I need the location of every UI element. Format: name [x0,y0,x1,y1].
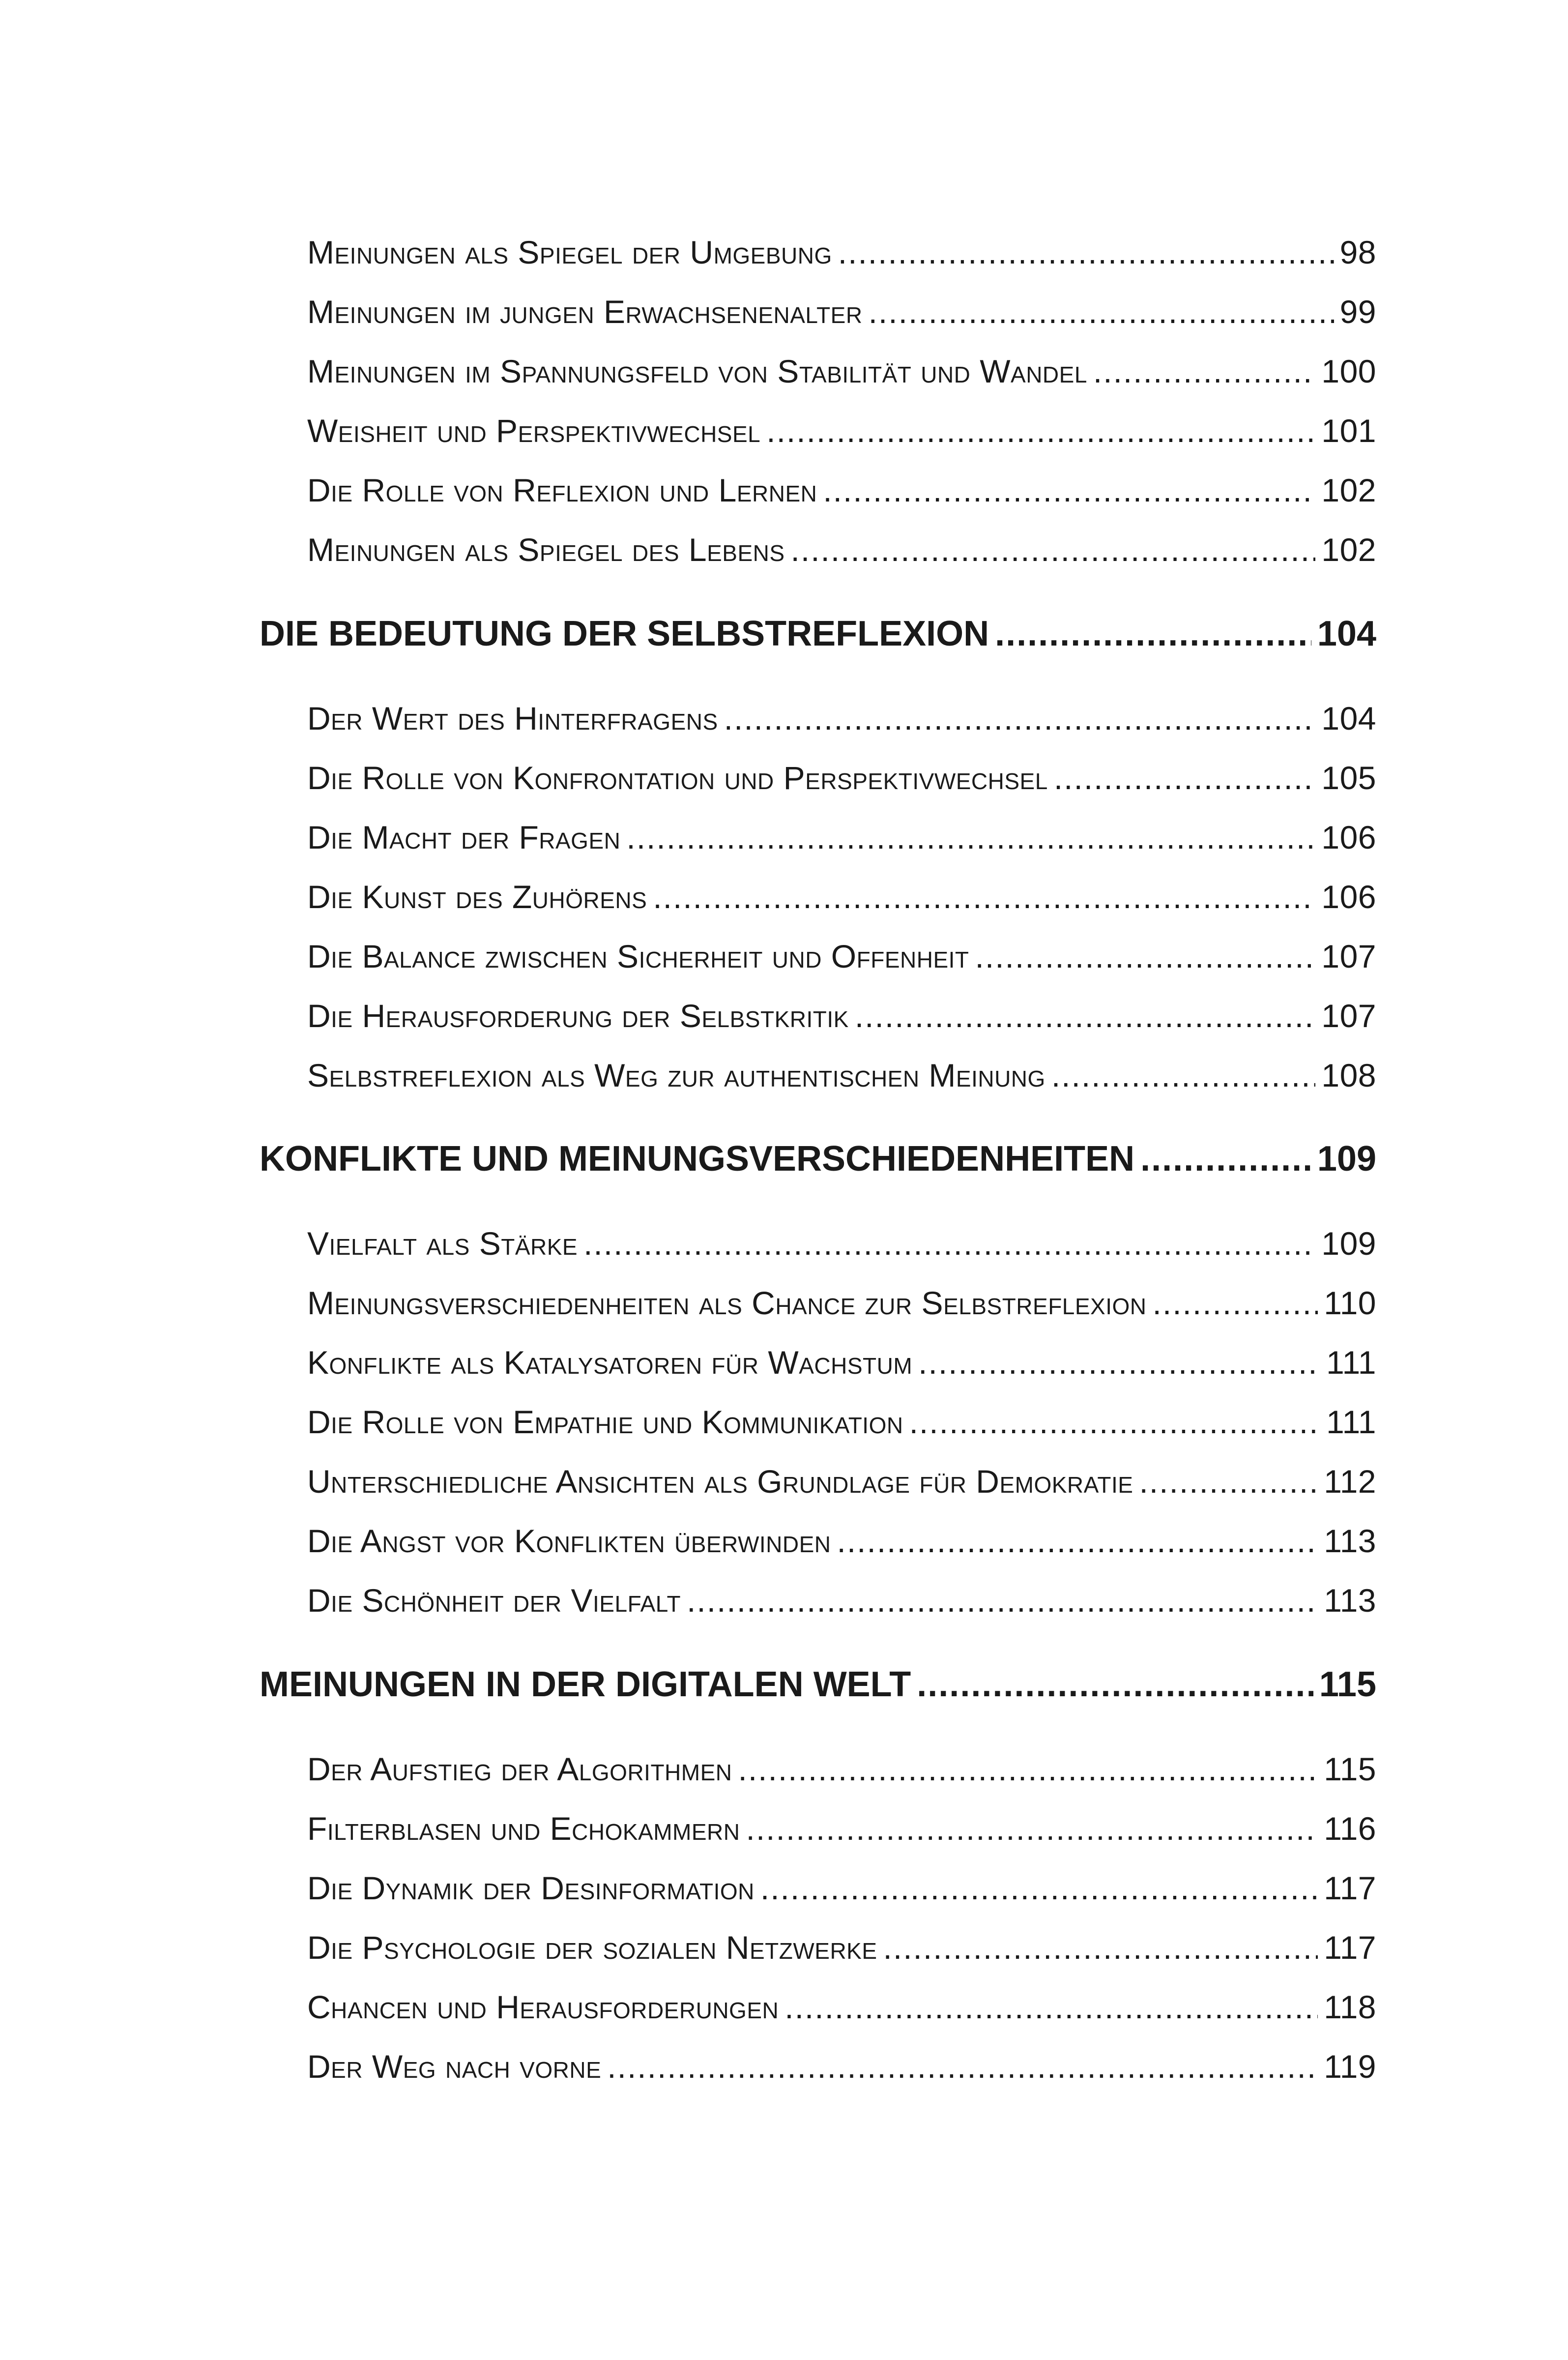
toc-entry-title: Die Balance zwischen Sicherheit und Offenheit [307,938,969,974]
toc-entry-page: 111 [1326,1404,1376,1440]
toc-entry-title: Die Schönheit der Vielfalt [307,1582,681,1619]
toc-entry-page: 117 [1324,1929,1376,1966]
toc-entry[interactable] [307,293,1376,330]
dot-leader [784,1988,1318,2026]
toc-entry-title: Unterschiedliche Ansichten als Grundlage für Demokratie [307,1463,1133,1500]
toc-entry-title: Die Rolle von Empathie und Kommunikation [307,1404,903,1440]
toc-entry[interactable] [307,1810,1376,1847]
toc-entry-page: 106 [1321,819,1376,856]
toc-entry-title: Weisheit und Perspektivwechsel [307,413,761,449]
toc-entry[interactable] [307,1403,1376,1441]
toc-chapter-title: MEINUNGEN IN DER DIGITALEN WELT [260,1665,911,1704]
dot-leader [791,531,1316,568]
dot-leader [909,1403,1321,1441]
dot-leader [626,819,1315,856]
dot-leader [1054,759,1316,796]
toc-entry[interactable] [307,1929,1376,1966]
dot-leader [1093,353,1315,390]
toc-chapter-page: 115 [1319,1665,1376,1704]
toc-entry[interactable] [307,938,1376,975]
dot-leader [607,2048,1318,2085]
toc-entry-page: 100 [1321,353,1376,389]
toc-entry[interactable] [307,531,1376,568]
toc-entry-title: Die Rolle von Reflexion und Lernen [307,472,817,508]
dot-leader [687,1582,1318,1619]
dot-leader [1140,1139,1311,1179]
toc-entry-page: 113 [1324,1523,1376,1559]
toc-entry-title: Der Wert des Hinterfragens [307,700,718,737]
toc-entry[interactable] [307,1522,1376,1560]
dot-leader [1051,1057,1316,1094]
toc-entry[interactable] [307,997,1376,1034]
toc-chapter-page: 109 [1317,1139,1376,1179]
dot-leader [975,938,1316,975]
toc-entry-page: 102 [1321,531,1376,568]
toc-entry-title: Die Dynamik der Desinformation [307,1870,755,1906]
dot-leader [760,1869,1318,1907]
toc-entry-page: 108 [1321,1057,1376,1093]
dot-leader [746,1810,1318,1847]
toc-entry-title: Der Aufstieg der Algorithmen [307,1751,732,1787]
toc-entry-page: 109 [1321,1225,1376,1262]
toc-entry[interactable] [307,1988,1376,2026]
toc-entry[interactable] [307,1869,1376,1907]
dot-leader [883,1929,1318,1966]
toc-entry-page: 116 [1324,1810,1376,1847]
dot-leader [738,1750,1318,1788]
toc-entry[interactable] [307,819,1376,856]
toc-entry-page: 106 [1321,879,1376,915]
dot-leader [855,997,1316,1034]
toc-entry-page: 104 [1321,700,1376,737]
toc-chapter-title: KONFLIKTE UND MEINUNGSVERSCHIEDENHEITEN [260,1139,1135,1179]
dot-leader [583,1225,1315,1262]
dot-leader [995,614,1311,654]
toc-entry-page: 115 [1324,1751,1376,1787]
toc-entry[interactable] [307,412,1376,449]
toc-entry-page: 117 [1324,1870,1376,1906]
toc-chapter-title: DIE BEDEUTUNG DER SELBSTREFLEXION [260,614,989,653]
dot-leader [766,412,1315,449]
toc-entry-title: Meinungsverschiedenheiten als Chance zur Selbstreflexion [307,1285,1147,1321]
toc-entry-page: 110 [1324,1285,1376,1321]
toc-entry[interactable] [307,878,1376,915]
toc-entry-page: 101 [1321,413,1376,449]
toc-chapter-entry[interactable] [260,614,1376,654]
toc-entry-page: 98 [1339,234,1376,270]
toc-entry[interactable] [307,759,1376,796]
toc-entry[interactable] [307,2048,1376,2085]
toc-entry-title: Die Kunst des Zuhörens [307,879,647,915]
toc-entry-title: Vielfalt als Stärke [307,1225,578,1262]
toc-entry-page: 118 [1324,1989,1376,2025]
toc-chapter-page: 104 [1317,614,1376,653]
dot-leader [653,878,1315,915]
toc-entry-page: 112 [1324,1463,1376,1500]
toc-entry-page: 119 [1324,2048,1376,2085]
toc-entry-title: Die Herausforderung der Selbstkritik [307,998,849,1034]
dot-leader [1153,1284,1318,1322]
toc-entry-title: Meinungen im jungen Erwachsenenalter [307,294,863,330]
toc-entry-page: 107 [1321,998,1376,1034]
toc-entry-title: Meinungen im Spannungsfeld von Stabilität und Wandel [307,353,1087,389]
dot-leader [1139,1463,1318,1500]
toc-entry[interactable] [307,1582,1376,1619]
dot-leader [724,700,1316,737]
toc-entry-title: Meinungen als Spiegel der Umgebung [307,234,832,270]
toc-entry-title: Meinungen als Spiegel des Lebens [307,531,785,568]
toc-entry-page: 111 [1326,1344,1376,1381]
toc-entry[interactable] [307,1344,1376,1381]
toc-entry[interactable] [307,1750,1376,1788]
toc-entry[interactable] [307,1057,1376,1094]
toc-entry[interactable] [307,1284,1376,1322]
toc-entry[interactable] [307,1225,1376,1262]
toc-entry-title: Konflikte als Katalysatoren für Wachstum [307,1344,913,1381]
toc-entry[interactable] [307,234,1376,271]
dot-leader [917,1664,1313,1705]
toc-entry-page: 105 [1321,760,1376,796]
toc-entry-title: Die Psychologie der sozialen Netzwerke [307,1929,877,1966]
toc-entry-page: 99 [1339,294,1376,330]
toc-entry-page: 107 [1321,938,1376,974]
toc-entry-title: Der Weg nach vorne [307,2048,602,2085]
toc-entry-page: 102 [1321,472,1376,508]
toc-chapter-entry[interactable] [260,1139,1376,1179]
toc-entry-page: 113 [1324,1582,1376,1619]
dot-leader [823,472,1315,509]
dot-leader [869,293,1334,330]
dot-leader [918,1344,1320,1381]
toc-entry-title: Die Rolle von Konfrontation und Perspektivwechsel [307,760,1048,796]
toc-entry-title: Chancen und Herausforderungen [307,1989,779,2025]
toc-entry[interactable] [307,1463,1376,1500]
toc-entry[interactable] [307,700,1376,737]
toc-entry-title: Selbstreflexion als Weg zur authentischen Meinung [307,1057,1045,1093]
toc-entry[interactable] [307,472,1376,509]
toc-chapter-entry[interactable] [260,1664,1376,1705]
toc-entry-title: Die Macht der Fragen [307,819,621,856]
dot-leader [837,1522,1318,1560]
toc-entry-title: Filterblasen und Echokammern [307,1810,740,1847]
toc-entry-title: Die Angst vor Konflikten überwinden [307,1523,831,1559]
toc-entry[interactable] [307,353,1376,390]
dot-leader [838,234,1334,271]
